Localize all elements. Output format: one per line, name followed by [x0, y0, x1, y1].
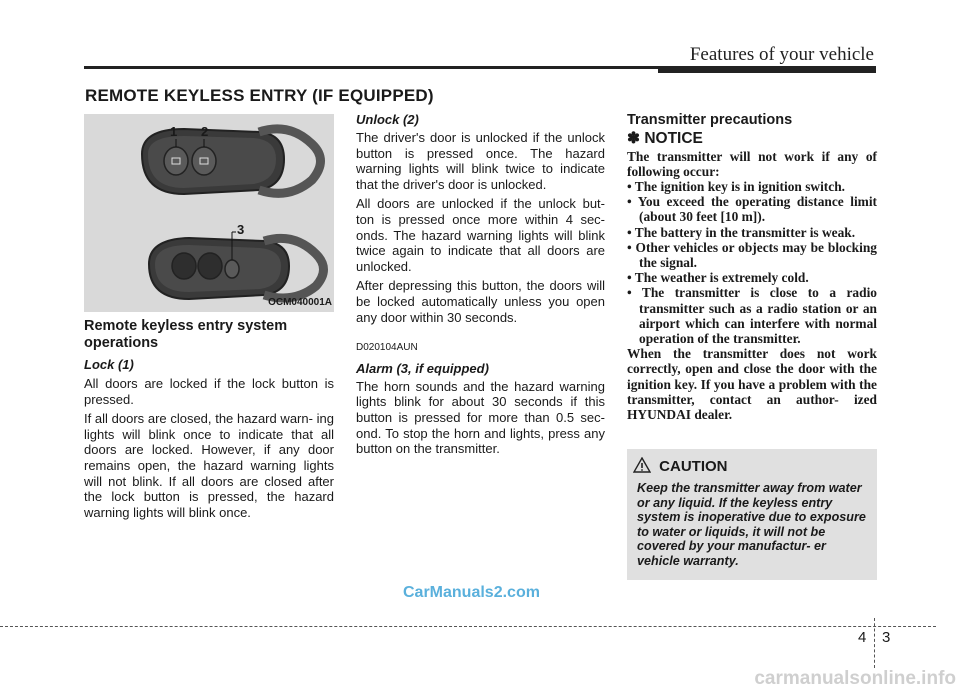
- callout-3: 3: [237, 222, 245, 237]
- notice-title: NOTICE: [644, 130, 703, 147]
- unlock-paragraph-1: The driver's door is unlocked if the unlock button is pressed once. The hazard warning lights will blink twice to indicate that the driver's door is unlocked.: [356, 130, 605, 192]
- watermark-link[interactable]: CarManuals2.com: [403, 584, 540, 601]
- footer-url-link[interactable]: carmanualsonline.info: [754, 668, 956, 689]
- page-number-divider: [874, 618, 875, 668]
- chapter-number: 4: [858, 629, 867, 646]
- notice-heading: [627, 131, 877, 147]
- notice-bullet-1: • The ignition key is in ignition switch.: [627, 179, 845, 194]
- lock-heading: Lock (1): [84, 357, 134, 372]
- key-fob-illustration: [84, 114, 334, 312]
- notice-bullet-2: • You exceed the operating distance limit (about 30 feet [10 m]).: [627, 194, 877, 225]
- lock-paragraph-1: All doors are locked if the lock button is pressed.: [84, 376, 334, 407]
- notice-intro: The transmitter will not work if any of following occur:: [627, 148, 877, 179]
- column-1: [84, 112, 334, 520]
- caution-title: CAUTION: [659, 458, 728, 475]
- caution-text: Keep the transmitter away from water or any liquid. If the keyless entry system is inoperative due to exposure to water or liquids, it will not be covered by your manufactur- er vehicle warranty.: [637, 481, 866, 568]
- notice-symbol-icon: ✽: [627, 130, 640, 147]
- transmitter-figure: [84, 114, 334, 312]
- section-title: REMOTE KEYLESS ENTRY (IF EQUIPPED): [85, 86, 434, 105]
- operations-heading: Remote keyless entry system operations: [84, 318, 288, 351]
- precautions-heading: Transmitter precautions: [627, 112, 793, 128]
- page-number: 3: [882, 629, 891, 646]
- alarm-heading: Alarm (3, if equipped): [356, 360, 489, 376]
- footer-rule: [0, 626, 936, 627]
- figure-code: OCM040001A: [268, 297, 332, 309]
- alarm-doc-code: D020104AUN: [356, 342, 418, 354]
- unlock-paragraph-3: After depressing this button, the doors will be locked automatically unless you open any door within 30 seconds.: [356, 278, 605, 325]
- notice-bullet-6: • The transmitter is close to a radio transmitter such as a radio station or an airport which can interfere with normal operation of the transmitter.: [627, 285, 877, 347]
- column-3: [627, 112, 877, 422]
- header-rule-accent: [658, 66, 876, 73]
- caution-box: [627, 449, 877, 580]
- warning-triangle-icon: [633, 457, 651, 473]
- callout-1: 1: [170, 124, 178, 139]
- lock-paragraph-2: If all doors are closed, the hazard warn- ing lights will blink once to indicate that all doors are locked. However, if any door remains open, the hazard warning lights will not blink. If all doors are closed after the lock button is pressed, the hazard warning lights will blink once.: [84, 411, 334, 520]
- unlock-paragraph-2: All doors are unlocked if the unlock but- ton is pressed once more within 4 sec- onds. The hazard warning lights will blink twice again to indicate that all doors are unlocked.: [356, 196, 605, 274]
- caution-heading: [633, 457, 728, 475]
- page-header-title: Features of your vehicle: [689, 44, 874, 65]
- notice-bullet-3: • The battery in the transmitter is weak.: [627, 224, 856, 240]
- notice-outro: When the transmitter does not work correctly, open and close the door with the ignition key. If you have a problem with the transmitter, contact an author- ized HYUNDAI dealer.: [627, 346, 877, 423]
- notice-bullet-4: • Other vehicles or objects may be blocking the signal.: [627, 239, 877, 271]
- notice-bullet-5: • The weather is extremely cold.: [627, 270, 809, 286]
- callout-2: 2: [201, 124, 209, 139]
- alarm-paragraph: The horn sounds and the hazard warning lights blink for about 30 seconds if this button is pressed for more than 0.5 sec- ond. To stop the horn and lights, press any button on the transmitter.: [356, 378, 605, 457]
- column-2: [356, 112, 605, 457]
- unlock-heading: Unlock (2): [356, 112, 419, 127]
